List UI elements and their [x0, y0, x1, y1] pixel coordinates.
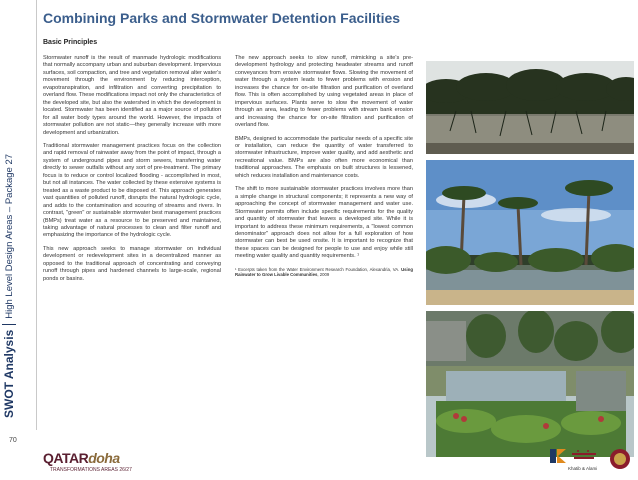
page-number: 70 [9, 437, 17, 444]
mangrove-photo [426, 61, 634, 154]
paragraph: BMPs, designed to accommodate the particular needs of a specific site or installation, can reduce the quantity of water transferred to stormwater infrastructure, improve water quality, and add aesthetic and recreational value. BMPs are also often more economical than traditional approaches. The emphasis on built structures is lessened, which reduces installation and maintenance costs. [235, 135, 413, 179]
palm-oasis-photo [426, 160, 634, 305]
footnote-title: Using Rainwater to Grow Livable Communities [235, 266, 413, 278]
sidebar [0, 0, 36, 479]
qatar-doha-logo [43, 450, 120, 466]
paragraph: The shift to more sustainable stormwater practices involves more than a simple change in structural components; it represents a new way of approaching the concept of stormwater management and water use. Stormwater permits often include specific requirements for the quality and quantity of stormwater that leaves a developed site. While it is important to address these minimum requirements, a "lowest common denominator" approach does not allow for a full exploration of how stormwater can best be used onsite. It is important to recognize that these spaces can be designed for people to use and enjoy while still meeting water quality and quantity requirements. ¹ [235, 186, 413, 260]
logo-doha-text: doha [88, 450, 120, 466]
sidebar-divider-line [36, 0, 37, 430]
garden-pond-photo [426, 311, 634, 457]
arabic-logo-icon [572, 450, 596, 459]
partner-name: Khatib & Alami [568, 466, 598, 471]
sidebar-vertical-label [2, 154, 16, 418]
footnote-text: ¹ Excerpts taken from the Water Environment Research Foundation, Alexandria, VA. [235, 266, 400, 272]
ka-logo-icon [550, 449, 566, 463]
paragraph: Traditional stormwater management practices focus on the collection and rapid removal of rainwater away from the point of impact, through a system of underground pipes and storm sewers, transferring water directly to sewer outfalls without any sort of pre-treatment. The primary focus is to reduce or control localized flooding - accomplished in most, but not all instances. The water collected by these extensive systems is treated as a waste product to be disposed of. This approach generates vast quantities of polluted runoff, disrupts the natural hydrologic cycle, and adds to the contamination and scouring of streams and rivers. In contrast, "green" or sustainable stormwater best management practices (BMPs) treat water as a resource to be preserved and maintained, taking advantage of natural processes to clean and filter runoff and emphasizing the importance of the hydrologic cycle. [43, 142, 221, 239]
emblem-icon [610, 449, 630, 469]
text-column-2 [235, 55, 413, 278]
transformation-tagline: TRANSFORMATIONS AREAS 26/27 [50, 467, 132, 473]
footnote [235, 267, 413, 278]
package-label: High Level Design Areas – Package 27 [3, 153, 15, 319]
text-column-1 [43, 55, 221, 289]
page-title: Combining Parks and Stormwater Detention Facilities [43, 10, 401, 26]
paragraph: Stormwater runoff is the result of manmade hydrologic modifications that normally accompany urban and suburban development. Impervious surfaces, soil compaction, and tree and vegetation removal alter water's movement through the environment by reducing interception, evapotranspiration, and infiltration and converting precipitation to overland flow. These modifications impact not only the characteristics of the developed site, but also the watershed in which the development is located. Stormwater has been identified as a major source of pollution for all water body types around the world. However, the impacts of stormwater pollution are not static—they generally increase with more development and urbanization. [43, 55, 221, 136]
section-subtitle: Basic Principles [43, 39, 98, 46]
sidebar-divider [2, 324, 16, 325]
section-label: SWOT Analysis [2, 329, 16, 418]
footnote-year: , 2009 [317, 272, 330, 278]
logo-qatar-text: QATAR [43, 450, 89, 466]
paragraph: The new approach seeks to slow runoff, mimicking a site's pre-development hydrology and protecting headwater streams and runoff conveyances from erosive stormwater flows. Slowing the movement of water through a system leads to fewer problems with erosion and increases the chance for on-site filtration and purification of overland flow. This is often accomplished by using vegetated areas in place of impervious surfaces. Plants serve to slow the movement of water through an area, leading to fewer problems with stream bank erosion and increasing the chance for on-site filtration and purification of overland flow. [235, 55, 413, 129]
paragraph: This new approach seeks to manage stormwater on individual development or redevelopment sites in a decentralized manner as opposed to the traditional approach of concentrating and conveying runoff through pipes and hardened channels to large-scale, regional ponds or basins. [43, 245, 221, 282]
